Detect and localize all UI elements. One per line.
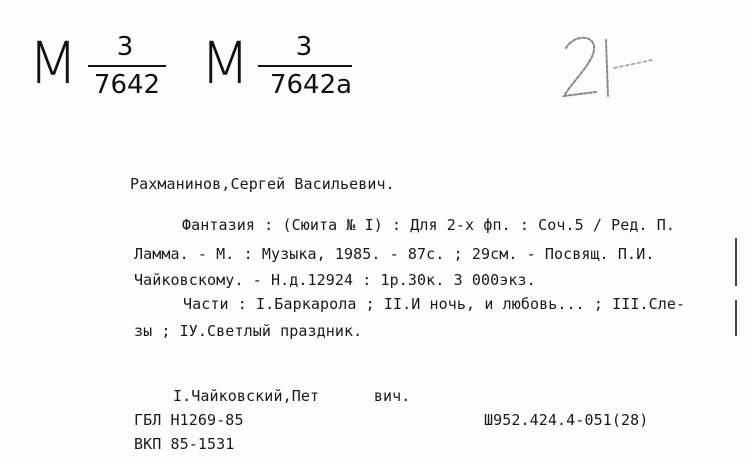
card-edge-mark-2 [735,300,737,336]
entry-line-5: зы ; IУ.Светлый праздник. [134,322,363,340]
shelfmark-2-fraction-bar [258,65,352,67]
classification-code: Ш952.424.4-051(28) [484,411,649,429]
subject-heading: I.Чайковский,Пет вич. [173,387,411,405]
shelfmark-2-numerator: 3 [295,32,313,62]
shelfmark-1-denominator: 7642 [93,70,161,100]
shelfmark-1-fraction-bar [88,65,166,67]
entry-line-1: Фантазия : (Сюита № I) : Для 2-х фп. : Соч.5 / Ред. П. [182,216,676,234]
vkp-number: ВКП 85-1531 [134,435,235,453]
card-edge-mark-1 [735,238,737,286]
shelfmark-2 [200,29,380,104]
author-heading: Рахманинов,Сергей Васильевич. [130,175,395,193]
entry-line-4: Части : I.Баркарола ; II.И ночь, и любовь... ; III.Сле- [183,295,686,313]
shelfmark-1-letter: M [28,29,77,97]
handwritten-pencil-mark [556,26,666,106]
shelfmark-2-letter: M [200,29,249,97]
shelfmark-1 [28,29,168,104]
gbl-number: ГБЛ Н1269-85 [134,411,244,429]
entry-line-3: Чайковскому. - Н.д.12924 : 1р.30к. 3 000экз. [134,271,536,289]
shelfmark-2-denominator: 7642a [269,70,353,100]
shelfmark-1-numerator: 3 [116,32,134,62]
entry-line-2: Ламма. - М. : Музыка, 1985. - 87с. ; 29см. - Посвящ. П.И. [134,245,655,263]
